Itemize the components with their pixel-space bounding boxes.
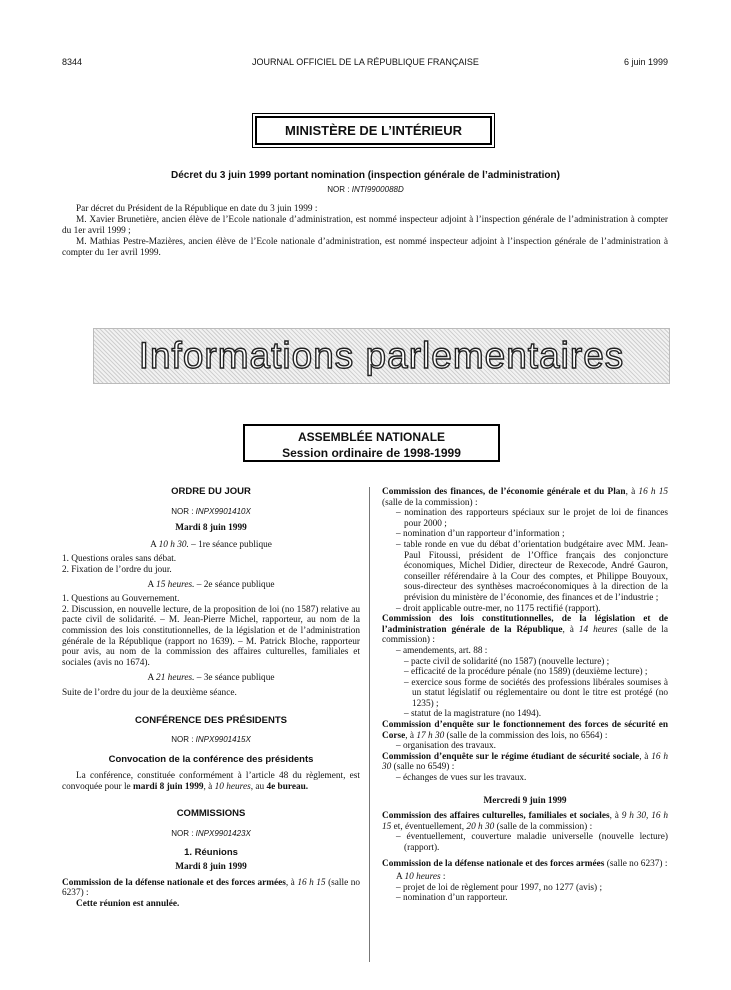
decree-title: Décret du 3 juin 1999 portant nomination (inspection générale de l’administration) (171, 170, 560, 181)
conference-heading: CONFÉRENCE DES PRÉSIDENTS (134, 714, 288, 726)
issue-date: 6 juin 1999 (623, 57, 668, 67)
commissions-heading: COMMISSIONS (176, 808, 246, 820)
reunions-heading: 1. Réunions (184, 846, 238, 858)
commission-entry: Commission des affaires culturelles, familiales et sociales, à 9 h 30, 16 h 15 et, éventuellement, 20 h 30 (salle de la commission) : (382, 811, 668, 832)
section-banner (93, 328, 670, 384)
journal-title: JOURNAL OFFICIEL DE LA RÉPUBLIQUE FRANÇAISE (252, 57, 479, 67)
conference-nor: NOR : INPX9901415X (171, 735, 251, 745)
convocation-text: La conférence, constituée conformément à l’article 48 du règlement, est convoquée pour le mardi 8 juin 1999, à 10 heures, au 4e bureau. (62, 771, 360, 792)
agenda-item: 1. Questions orales sans débat. (62, 554, 177, 565)
commission-entry: Commission des lois constitutionnelles, de la législation et de l’administration générale de la République, à 14 heures (salle de la commission) : (382, 614, 668, 646)
list-item: – nomination d’un rapporteur d’information ; (396, 529, 565, 540)
reunions-date: Mardi 8 juin 1999 (175, 862, 247, 873)
commission-entry: Commission des finances, de l’économie générale et du Plan, à 16 h 15 (salle de la commission) : (382, 487, 669, 508)
banner-title: Informations parlementaires (138, 335, 625, 376)
left-column (62, 487, 360, 910)
ordre-du-jour-heading: ORDRE DU JOUR (171, 486, 251, 497)
commission-entry: Commission de la défense nationale et des forces armées, à 16 h 15 (salle no 6237) : (62, 877, 360, 899)
list-item: – droit applicable outre-mer, no 1175 rectifié (rapport). (396, 603, 601, 614)
ministry-heading: MINISTÈRE DE L’INTÉRIEUR (255, 116, 492, 145)
list-subitem: – pacte civil de solidarité (no 1587) (nouvelle lecture) ; (404, 656, 610, 667)
list-item: – nomination des rapporteurs spéciaux sur le projet de loi de finances pour 2000 ; (396, 508, 668, 529)
agenda-item: Suite de l’ordre du jour de la deuxième séance. (62, 687, 237, 698)
commission-entry: Commission d’enquête sur le fonctionnement des forces de sécurité en Corse, à 17 h 30 (salle de la commission des lois, no 6564) : (382, 720, 668, 741)
assembly-title: ASSEMBLÉE NATIONALE (297, 430, 446, 444)
cancellation-note: Cette réunion est annulée. (76, 899, 180, 910)
seance-1: A 10 h 30. – 1re séance publique (150, 539, 272, 550)
list-subitem: – efficacité de la procédure pénale (no 1589) (deuxième lecture) ; (404, 667, 648, 678)
list-item: – projet de loi de règlement pour 1997, no 1277 (avis) ; (396, 882, 603, 893)
list-item: – nomination d’un rapporteur. (396, 893, 508, 904)
seance-2: A 15 heures. – 2e séance publique (147, 579, 275, 590)
agenda-item: 2. Fixation de l’ordre du jour. (62, 564, 172, 575)
list-item: – éventuellement, couverture maladie universelle (nouvelle lecture) (rapport). (396, 832, 668, 853)
commissions-nor: NOR : INPX9901423X (171, 829, 251, 839)
list-item: – table ronde en vue du débat d’orientation budgétaire avec MM. Jean-Paul Fitoussi, président de l’Office français des conjoncture économiques, Michel Didier, directeur de Rexecode, André Gauron, conseiller référendaire à la Cour des comptes, et Philippe Bouyoux, sous-directeur des synthèses macroéconomiques à la direction de la prévision du ministère de l’économie, des finances et de l’industrie ; (396, 539, 668, 603)
list-item: – organisation des travaux. (396, 741, 497, 752)
session-time: A 10 heures : (396, 872, 446, 883)
ordre-nor: NOR : INPX9901410X (171, 506, 251, 516)
wednesday-date: Mercredi 9 juin 1999 (483, 795, 567, 806)
list-item: – échanges de vues sur les travaux. (396, 773, 527, 784)
decree-paragraph: Par décret du Président de la République en date du 3 juin 1999 : (76, 204, 318, 214)
right-column (382, 487, 668, 904)
convocation-heading: Convocation de la conférence des présidents (108, 753, 314, 765)
session-title: Session ordinaire de 1998-1999 (282, 446, 461, 460)
page-number: 8344 (62, 57, 83, 67)
agenda-item: 1. Questions au Gouvernement. (62, 594, 180, 605)
column-divider (369, 487, 370, 962)
decree-paragraph: M. Xavier Brunetière, ancien élève de l’Ecole nationale d’administration, est nommé inspecteur adjoint à l’inspection générale de l’administration à compter du 1er avril 1999 ; (62, 215, 668, 236)
decree-nor: NOR : INTI9900088D (327, 185, 404, 194)
list-subitem: – exercice sous forme de sociétés des professions libérales soumises à un statut législatif ou réglementaire ou dont le titre est protégé (no 1235) ; (404, 677, 668, 709)
decree-paragraph: M. Mathias Pestre-Mazières, ancien élève de l’Ecole nationale d’administration, est nommé inspecteur adjoint à l’inspection générale de l’administration à compter du 1er avril 1999. (62, 237, 668, 258)
commission-entry: Commission de la défense nationale et des forces armées (salle no 6237) : (382, 858, 668, 869)
list-subitem: – statut de la magistrature (no 1494). (404, 709, 542, 720)
assembly-heading (243, 424, 500, 462)
ordre-date: Mardi 8 juin 1999 (175, 523, 247, 534)
agenda-item: 2. Discussion, en nouvelle lecture, de la proposition de loi (no 1587) relative au pacte civil de solidarité. – M. Jean-Pierre Michel, rapporteur, au nom de la commission des lois constitutionnelles, de la législation et de l’administration générale de la République (rapport no 1639). – M. Patrick Bloche, rapporteur pour avis, au nom de la commission des affaires culturelles, familiales et sociales (avis no 1674). (62, 604, 360, 668)
commission-entry: Commission d’enquête sur le régime étudiant de sécurité sociale, à 16 h 30 (salle no 6549) : (382, 751, 668, 773)
list-item: – amendements, art. 88 : (396, 645, 488, 656)
decree-body (62, 204, 668, 259)
seance-3: A 21 heures. – 3e séance publique (147, 673, 275, 684)
